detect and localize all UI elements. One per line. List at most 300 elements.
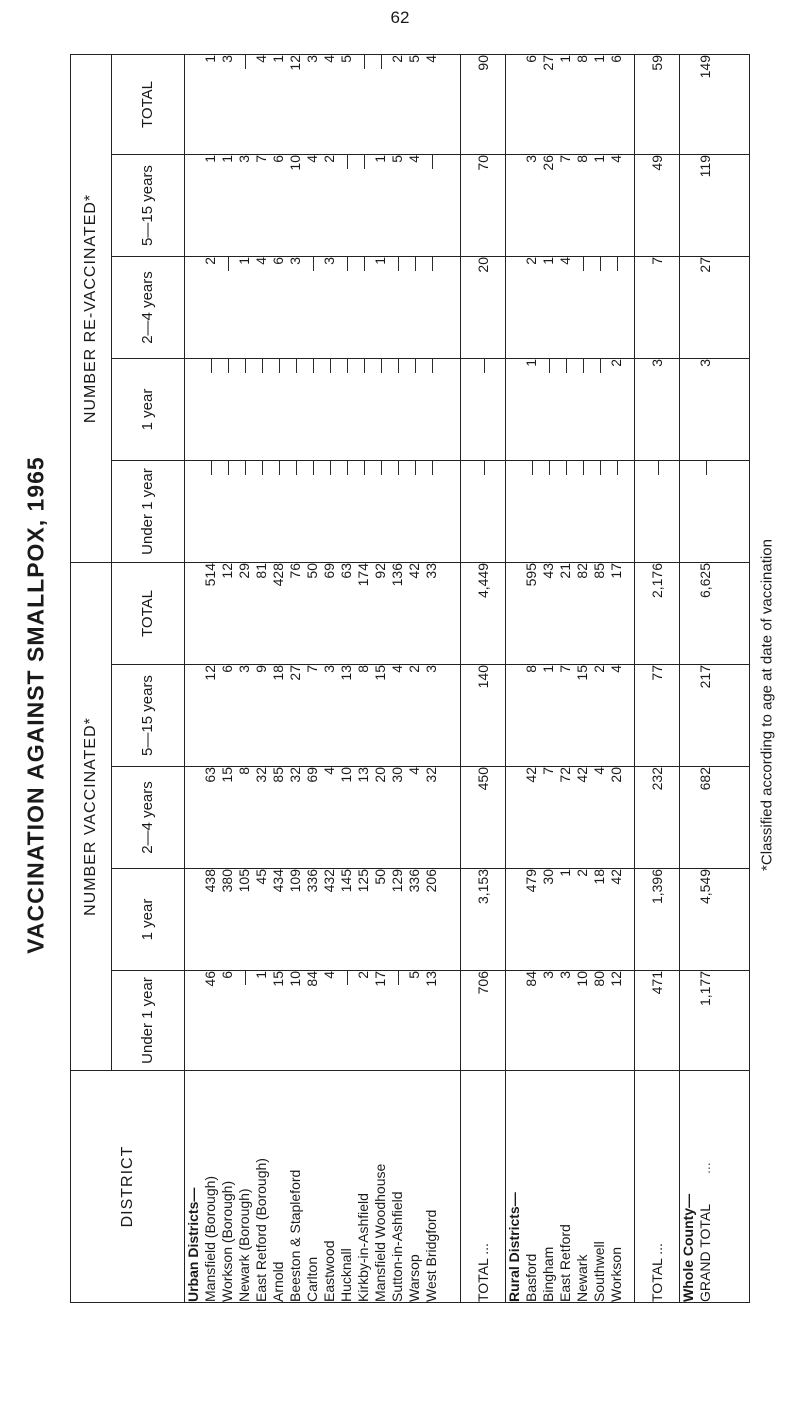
- leader-dots: ...: [697, 1162, 713, 1174]
- table-cell: —: [338, 359, 354, 373]
- table-cell: 3: [321, 665, 337, 673]
- table-cell: 13: [338, 665, 354, 681]
- table-cell: 4: [607, 665, 624, 673]
- col-vacc-total: TOTAL: [112, 563, 185, 665]
- table-cell: 4: [321, 55, 337, 63]
- table-cell: —: [236, 359, 252, 373]
- table-cell: —: [389, 971, 405, 985]
- table-cell: 136: [389, 563, 405, 587]
- table-cell: —: [539, 461, 556, 475]
- table-cell: 15: [270, 971, 286, 987]
- table-cell: 3: [321, 257, 337, 265]
- table-cell: 84: [522, 971, 539, 987]
- rural-vacc-under1: [505, 971, 634, 1071]
- heading-spacer: [506, 869, 523, 970]
- table-cell: 1: [539, 665, 556, 673]
- table-cell: —: [338, 257, 354, 271]
- urban-vacc-5-15: [185, 665, 461, 767]
- grand-total-label: [697, 1071, 714, 1302]
- table-cell: 12: [202, 665, 218, 681]
- urban-total-1year: 3,153: [460, 869, 505, 971]
- table-cell: 336: [304, 869, 320, 893]
- district-name: Kirkby-in-Ashfield: [355, 1193, 371, 1302]
- col-vacc-under1: Under 1 year: [112, 971, 185, 1071]
- table-cell: 129: [389, 869, 405, 893]
- table-cell: —: [372, 55, 388, 69]
- table-cell: 4: [406, 767, 422, 775]
- district-name: Hucknall: [338, 1248, 354, 1302]
- table-cell: 15: [372, 665, 388, 681]
- district-name: Carlton: [304, 1256, 320, 1302]
- table-cell: 6: [219, 971, 235, 979]
- rural-total-row: [635, 55, 680, 1303]
- table-cell: 69: [321, 563, 337, 579]
- table-cell: —: [389, 461, 405, 475]
- heading-spacer: [506, 55, 523, 154]
- table-cell: 32: [423, 767, 439, 783]
- urban-revacc-5-15: [185, 155, 461, 257]
- table-cell: 8: [573, 55, 590, 63]
- grand-total: 6,625: [697, 563, 713, 599]
- table-cell: 13: [355, 767, 371, 783]
- urban-vacc-1year: [185, 869, 461, 971]
- table-cell: 4: [607, 155, 624, 163]
- table-cell: —: [321, 461, 337, 475]
- rural-total-total: 2,176: [635, 563, 680, 665]
- table-cell: 12: [607, 971, 624, 987]
- heading-spacer: [506, 359, 523, 460]
- rural-vacc-1year: [505, 869, 634, 971]
- urban-revacc-2-4: [185, 257, 461, 359]
- table-cell: —: [219, 257, 235, 271]
- table-cell: 17: [372, 971, 388, 987]
- rural-section: [505, 55, 634, 1303]
- urban-total-2-4: 450: [460, 767, 505, 869]
- table-cell: 4: [389, 665, 405, 673]
- table-cell: 80: [590, 971, 607, 987]
- table-cell: —: [219, 461, 235, 475]
- table-cell: 9: [253, 665, 269, 673]
- table-cell: 27: [287, 665, 303, 681]
- urban-vacc-under1: [185, 971, 461, 1071]
- grand-r-1year: 3: [697, 359, 713, 367]
- district-name: Beeston & Stapleford: [287, 1169, 303, 1302]
- table-cell: 3: [556, 971, 573, 979]
- table-cell: —: [355, 55, 371, 69]
- table-cell: —: [423, 461, 439, 475]
- table-cell: 7: [539, 767, 556, 775]
- table-cell: —: [590, 257, 607, 271]
- table-cell: 32: [287, 767, 303, 783]
- col-vacc-2-4: 2—4 years: [112, 767, 185, 869]
- grand-total-text: GRAND TOTAL: [697, 1203, 713, 1302]
- table-cell: 5: [389, 155, 405, 163]
- table-cell: 29: [236, 563, 252, 579]
- heading-spacer: [185, 461, 202, 562]
- table-cell: —: [321, 359, 337, 373]
- table-cell: 4: [253, 55, 269, 63]
- table-cell: 81: [253, 563, 269, 579]
- table-cell: 63: [338, 563, 354, 579]
- table-cell: 12: [287, 55, 303, 71]
- table-cell: —: [389, 359, 405, 373]
- table-cell: 2: [321, 155, 337, 163]
- table-cell: —: [253, 461, 269, 475]
- grand-total-labels: [680, 1071, 750, 1303]
- table-cell: 7: [253, 155, 269, 163]
- table-cell: 4: [321, 971, 337, 979]
- table-cell: 50: [372, 869, 388, 885]
- table-cell: 43: [539, 563, 556, 579]
- urban-revacc-total: [185, 55, 461, 155]
- table-cell: 85: [590, 563, 607, 579]
- urban-total-under1: 706: [460, 971, 505, 1071]
- table-cell: 4: [556, 257, 573, 265]
- heading-spacer: [185, 155, 202, 256]
- col-revacc-2-4: 2—4 years: [112, 257, 185, 359]
- grand-r-2-4: 27: [697, 257, 713, 273]
- table-cell: —: [423, 257, 439, 271]
- table-cell: 20: [372, 767, 388, 783]
- urban-heading: Urban Districts—: [185, 1187, 201, 1302]
- table-cell: 18: [270, 665, 286, 681]
- table-cell: 5: [406, 55, 422, 63]
- table-cell: 13: [423, 971, 439, 987]
- table-cell: —: [304, 257, 320, 271]
- table-cell: 1: [556, 55, 573, 63]
- table-cell: 1: [556, 869, 573, 877]
- table-cell: —: [423, 359, 439, 373]
- rural-vacc-2-4: [505, 767, 634, 869]
- urban-rtotal-5-15: 70: [460, 155, 505, 257]
- table-cell: 6: [607, 55, 624, 63]
- heading-spacer: [506, 767, 523, 868]
- col-revacc-under1: Under 1 year: [112, 461, 185, 563]
- table-cell: —: [355, 257, 371, 271]
- table-cell: —: [355, 155, 371, 169]
- table-cell: 30: [389, 767, 405, 783]
- col-revacc-total: TOTAL: [112, 55, 185, 155]
- table-cell: —: [236, 971, 252, 985]
- table-cell: —: [372, 359, 388, 373]
- table-cell: —: [202, 359, 218, 373]
- district-name: Newark (Borough): [236, 1188, 252, 1302]
- urban-rtotal-total: 90: [460, 55, 505, 155]
- urban-total-total: 4,449: [460, 563, 505, 665]
- table-cell: 5: [406, 971, 422, 979]
- col-revacc-1year: 1 year: [112, 359, 185, 461]
- district-name: West Bridgford: [423, 1209, 439, 1302]
- table-cell: 428: [270, 563, 286, 587]
- table-cell: 1: [539, 257, 556, 265]
- table-cell: —: [406, 257, 422, 271]
- rural-vacc-total: [505, 563, 634, 665]
- district-name: Mansfield Woodhouse: [372, 1163, 388, 1302]
- table-cell: 6: [270, 257, 286, 265]
- heading-spacer: [185, 971, 202, 1070]
- footnote: *Classified according to age at date of vaccination: [758, 539, 776, 871]
- table-cell: 1: [236, 257, 252, 265]
- table-cell: 336: [406, 869, 422, 893]
- rural-total-under1: 471: [635, 971, 680, 1071]
- table-cell: 42: [406, 563, 422, 579]
- table-cell: —: [590, 461, 607, 475]
- urban-rtotal-2-4: 20: [460, 257, 505, 359]
- heading-spacer: [506, 665, 523, 766]
- table-cell: —: [522, 461, 539, 475]
- table-cell: —: [355, 461, 371, 475]
- table-cell: 479: [522, 869, 539, 893]
- table-cell: 1: [253, 971, 269, 979]
- table-cell: 33: [423, 563, 439, 579]
- urban-total-label: TOTAL ...: [460, 1071, 505, 1303]
- table-cell: 3: [522, 155, 539, 163]
- table-cell: 42: [573, 767, 590, 783]
- table-cell: 4: [590, 767, 607, 775]
- table-cell: 1: [219, 155, 235, 163]
- table-cell: 45: [253, 869, 269, 885]
- table-cell: 4: [253, 257, 269, 265]
- table-cell: 42: [522, 767, 539, 783]
- table-cell: —: [372, 461, 388, 475]
- district-name: Workson: [607, 1247, 624, 1302]
- table-cell: —: [607, 257, 624, 271]
- urban-revacc-under1: [185, 461, 461, 563]
- table-cell: 1: [590, 55, 607, 63]
- table-cell: 125: [355, 869, 371, 893]
- table-cell: —: [573, 359, 590, 373]
- rural-names: [505, 1071, 634, 1303]
- table-cell: 1: [372, 155, 388, 163]
- table-cell: 1: [270, 55, 286, 63]
- table-cell: 3: [423, 665, 439, 673]
- col-vacc-5-15: 5—15 years: [112, 665, 185, 767]
- table-cell: 30: [539, 869, 556, 885]
- district-name: East Retford (Borough): [253, 1158, 269, 1302]
- table-cell: 84: [304, 971, 320, 987]
- table-cell: —: [287, 359, 303, 373]
- table-cell: —: [573, 461, 590, 475]
- table-cell: 2: [522, 257, 539, 265]
- table-cell: —: [406, 461, 422, 475]
- page-number: 62: [390, 8, 410, 27]
- urban-total-5-15: 140: [460, 665, 505, 767]
- heading-spacer: [185, 665, 202, 766]
- district-name: Eastwood: [321, 1240, 337, 1302]
- table-cell: 4: [321, 767, 337, 775]
- district-name: Southwell: [590, 1241, 607, 1302]
- table-cell: 15: [219, 767, 235, 783]
- table-cell: —: [236, 55, 252, 69]
- table-cell: 8: [236, 767, 252, 775]
- table-cell: 3: [287, 257, 303, 265]
- vaccination-table-rotated: [70, 55, 750, 1303]
- rural-rtotal-5-15: 49: [635, 155, 680, 257]
- table-cell: 2: [590, 665, 607, 673]
- table-cell: 12: [219, 563, 235, 579]
- urban-names: [185, 1071, 461, 1303]
- table-cell: —: [304, 359, 320, 373]
- table-cell: —: [573, 257, 590, 271]
- heading-spacer: [506, 257, 523, 358]
- table-cell: 380: [219, 869, 235, 893]
- table-cell: 69: [304, 767, 320, 783]
- rural-revacc-5-15: [505, 155, 634, 257]
- table-cell: 438: [202, 869, 218, 893]
- table-cell: 85: [270, 767, 286, 783]
- table-cell: —: [590, 359, 607, 373]
- rural-revacc-under1: [505, 461, 634, 563]
- revaccinated-group-header: NUMBER RE-VACCINATED*: [71, 55, 112, 563]
- table-cell: 1: [202, 55, 218, 63]
- table-cell: —: [236, 461, 252, 475]
- table-cell: 10: [287, 155, 303, 171]
- table-cell: 8: [522, 665, 539, 673]
- rural-total-2-4: 232: [635, 767, 680, 869]
- table-cell: 434: [270, 869, 286, 893]
- table-cell: 174: [355, 563, 371, 587]
- footnote-container: [752, 160, 782, 1250]
- district-name: Sutton-in-Ashfield: [389, 1191, 405, 1302]
- rural-rtotal-2-4: 7: [635, 257, 680, 359]
- table-cell: —: [556, 461, 573, 475]
- table-cell: 10: [338, 767, 354, 783]
- table-cell: 6: [270, 155, 286, 163]
- district-name: Warsop: [406, 1254, 422, 1302]
- table-cell: 3: [236, 155, 252, 163]
- table-cell: —: [202, 461, 218, 475]
- rural-rtotal-under1: —: [635, 461, 680, 563]
- table-cell: —: [389, 257, 405, 271]
- table-cell: —: [338, 971, 354, 985]
- table-cell: —: [219, 359, 235, 373]
- table-cell: 1: [590, 155, 607, 163]
- table-cell: 2: [573, 869, 590, 877]
- grand-r-5-15: 119: [697, 155, 713, 178]
- table-cell: 63: [202, 767, 218, 783]
- table-cell: 72: [556, 767, 573, 783]
- table-cell: 76: [287, 563, 303, 579]
- table-cell: 42: [607, 869, 624, 885]
- table-cell: 5: [338, 55, 354, 63]
- heading-spacer: [185, 55, 202, 154]
- urban-section: [185, 55, 461, 1303]
- table-cell: 105: [236, 869, 252, 893]
- table-cell: 8: [355, 665, 371, 673]
- heading-spacer: [506, 563, 523, 664]
- rural-revacc-1year: [505, 359, 634, 461]
- rural-revacc-2-4: [505, 257, 634, 359]
- table-cell: 2: [202, 257, 218, 265]
- urban-vacc-total: [185, 563, 461, 665]
- heading-spacer: [185, 563, 202, 664]
- table-cell: 1: [202, 155, 218, 163]
- col-revacc-5-15: 5—15 years: [112, 155, 185, 257]
- table-cell: 206: [423, 869, 439, 893]
- table-cell: 26: [539, 155, 556, 171]
- rural-total-5-15: 77: [635, 665, 680, 767]
- page-title: VACCINATION AGAINST SMALLPOX, 1965: [22, 456, 49, 954]
- whole-county-heading: Whole County—: [680, 1193, 696, 1302]
- table-cell: 7: [304, 665, 320, 673]
- heading-spacer: [185, 767, 202, 868]
- heading-spacer: [506, 971, 523, 1070]
- district-name: Basford: [522, 1253, 539, 1302]
- table-cell: 46: [202, 971, 218, 987]
- table-cell: 109: [287, 869, 303, 893]
- table-cell: —: [556, 359, 573, 373]
- table-cell: 2: [406, 665, 422, 673]
- urban-vacc-2-4: [185, 767, 461, 869]
- col-vacc-1year: 1 year: [112, 869, 185, 971]
- table-cell: —: [304, 461, 320, 475]
- table-cell: 8: [573, 155, 590, 163]
- table-cell: 3: [236, 665, 252, 673]
- table-cell: —: [355, 359, 371, 373]
- rural-total-1year: 1,396: [635, 869, 680, 971]
- table-cell: 432: [321, 869, 337, 893]
- table-cell: 1: [372, 257, 388, 265]
- table-cell: 2: [355, 971, 371, 979]
- table-cell: 27: [539, 55, 556, 71]
- table-cell: 3: [539, 971, 556, 979]
- district-name: Arnold: [270, 1261, 286, 1302]
- table-cell: 32: [253, 767, 269, 783]
- table-cell: —: [270, 359, 286, 373]
- rural-vacc-5-15: [505, 665, 634, 767]
- table-cell: —: [287, 461, 303, 475]
- rural-total-label: TOTAL ...: [635, 1071, 680, 1303]
- district-name: Mansfield (Borough): [202, 1175, 218, 1302]
- rural-revacc-total: [505, 55, 634, 155]
- grand-under1: 1,177: [697, 971, 713, 1007]
- table-cell: 21: [556, 563, 573, 579]
- heading-spacer: [506, 155, 523, 256]
- table-cell: —: [338, 461, 354, 475]
- vaccinated-group-header: NUMBER VACCINATED*: [71, 563, 112, 1071]
- table-cell: 4: [423, 55, 439, 63]
- table-cell: 50: [304, 563, 320, 579]
- urban-revacc-1year: [185, 359, 461, 461]
- table-cell: 4: [304, 155, 320, 163]
- table-cell: 10: [573, 971, 590, 987]
- district-name: East Retford: [556, 1224, 573, 1302]
- table-cell: 6: [522, 55, 539, 63]
- table-cell: 82: [573, 563, 590, 579]
- table-cell: —: [338, 155, 354, 169]
- rural-rtotal-1year: 3: [635, 359, 680, 461]
- heading-spacer: [185, 257, 202, 358]
- district-name: Bingham: [539, 1246, 556, 1302]
- table-cell: 1: [522, 359, 539, 367]
- district-name: Newark: [573, 1254, 590, 1302]
- grand-2-4: 682: [697, 767, 713, 791]
- page-title-container: [16, 160, 56, 1250]
- table-cell: —: [423, 155, 439, 169]
- table-cell: 2: [607, 359, 624, 367]
- table-cell: —: [607, 461, 624, 475]
- table-cell: 595: [522, 563, 539, 587]
- table-cell: 145: [338, 869, 354, 893]
- grand-total-row: [680, 55, 750, 1303]
- grand-5-15: 217: [697, 665, 713, 689]
- table-cell: —: [253, 359, 269, 373]
- table-cell: 4: [406, 155, 422, 163]
- grand-r-total: 149: [697, 55, 713, 79]
- grand-r-under1: —: [697, 461, 713, 475]
- table-cell: 92: [372, 563, 388, 579]
- urban-total-row: [460, 55, 505, 1303]
